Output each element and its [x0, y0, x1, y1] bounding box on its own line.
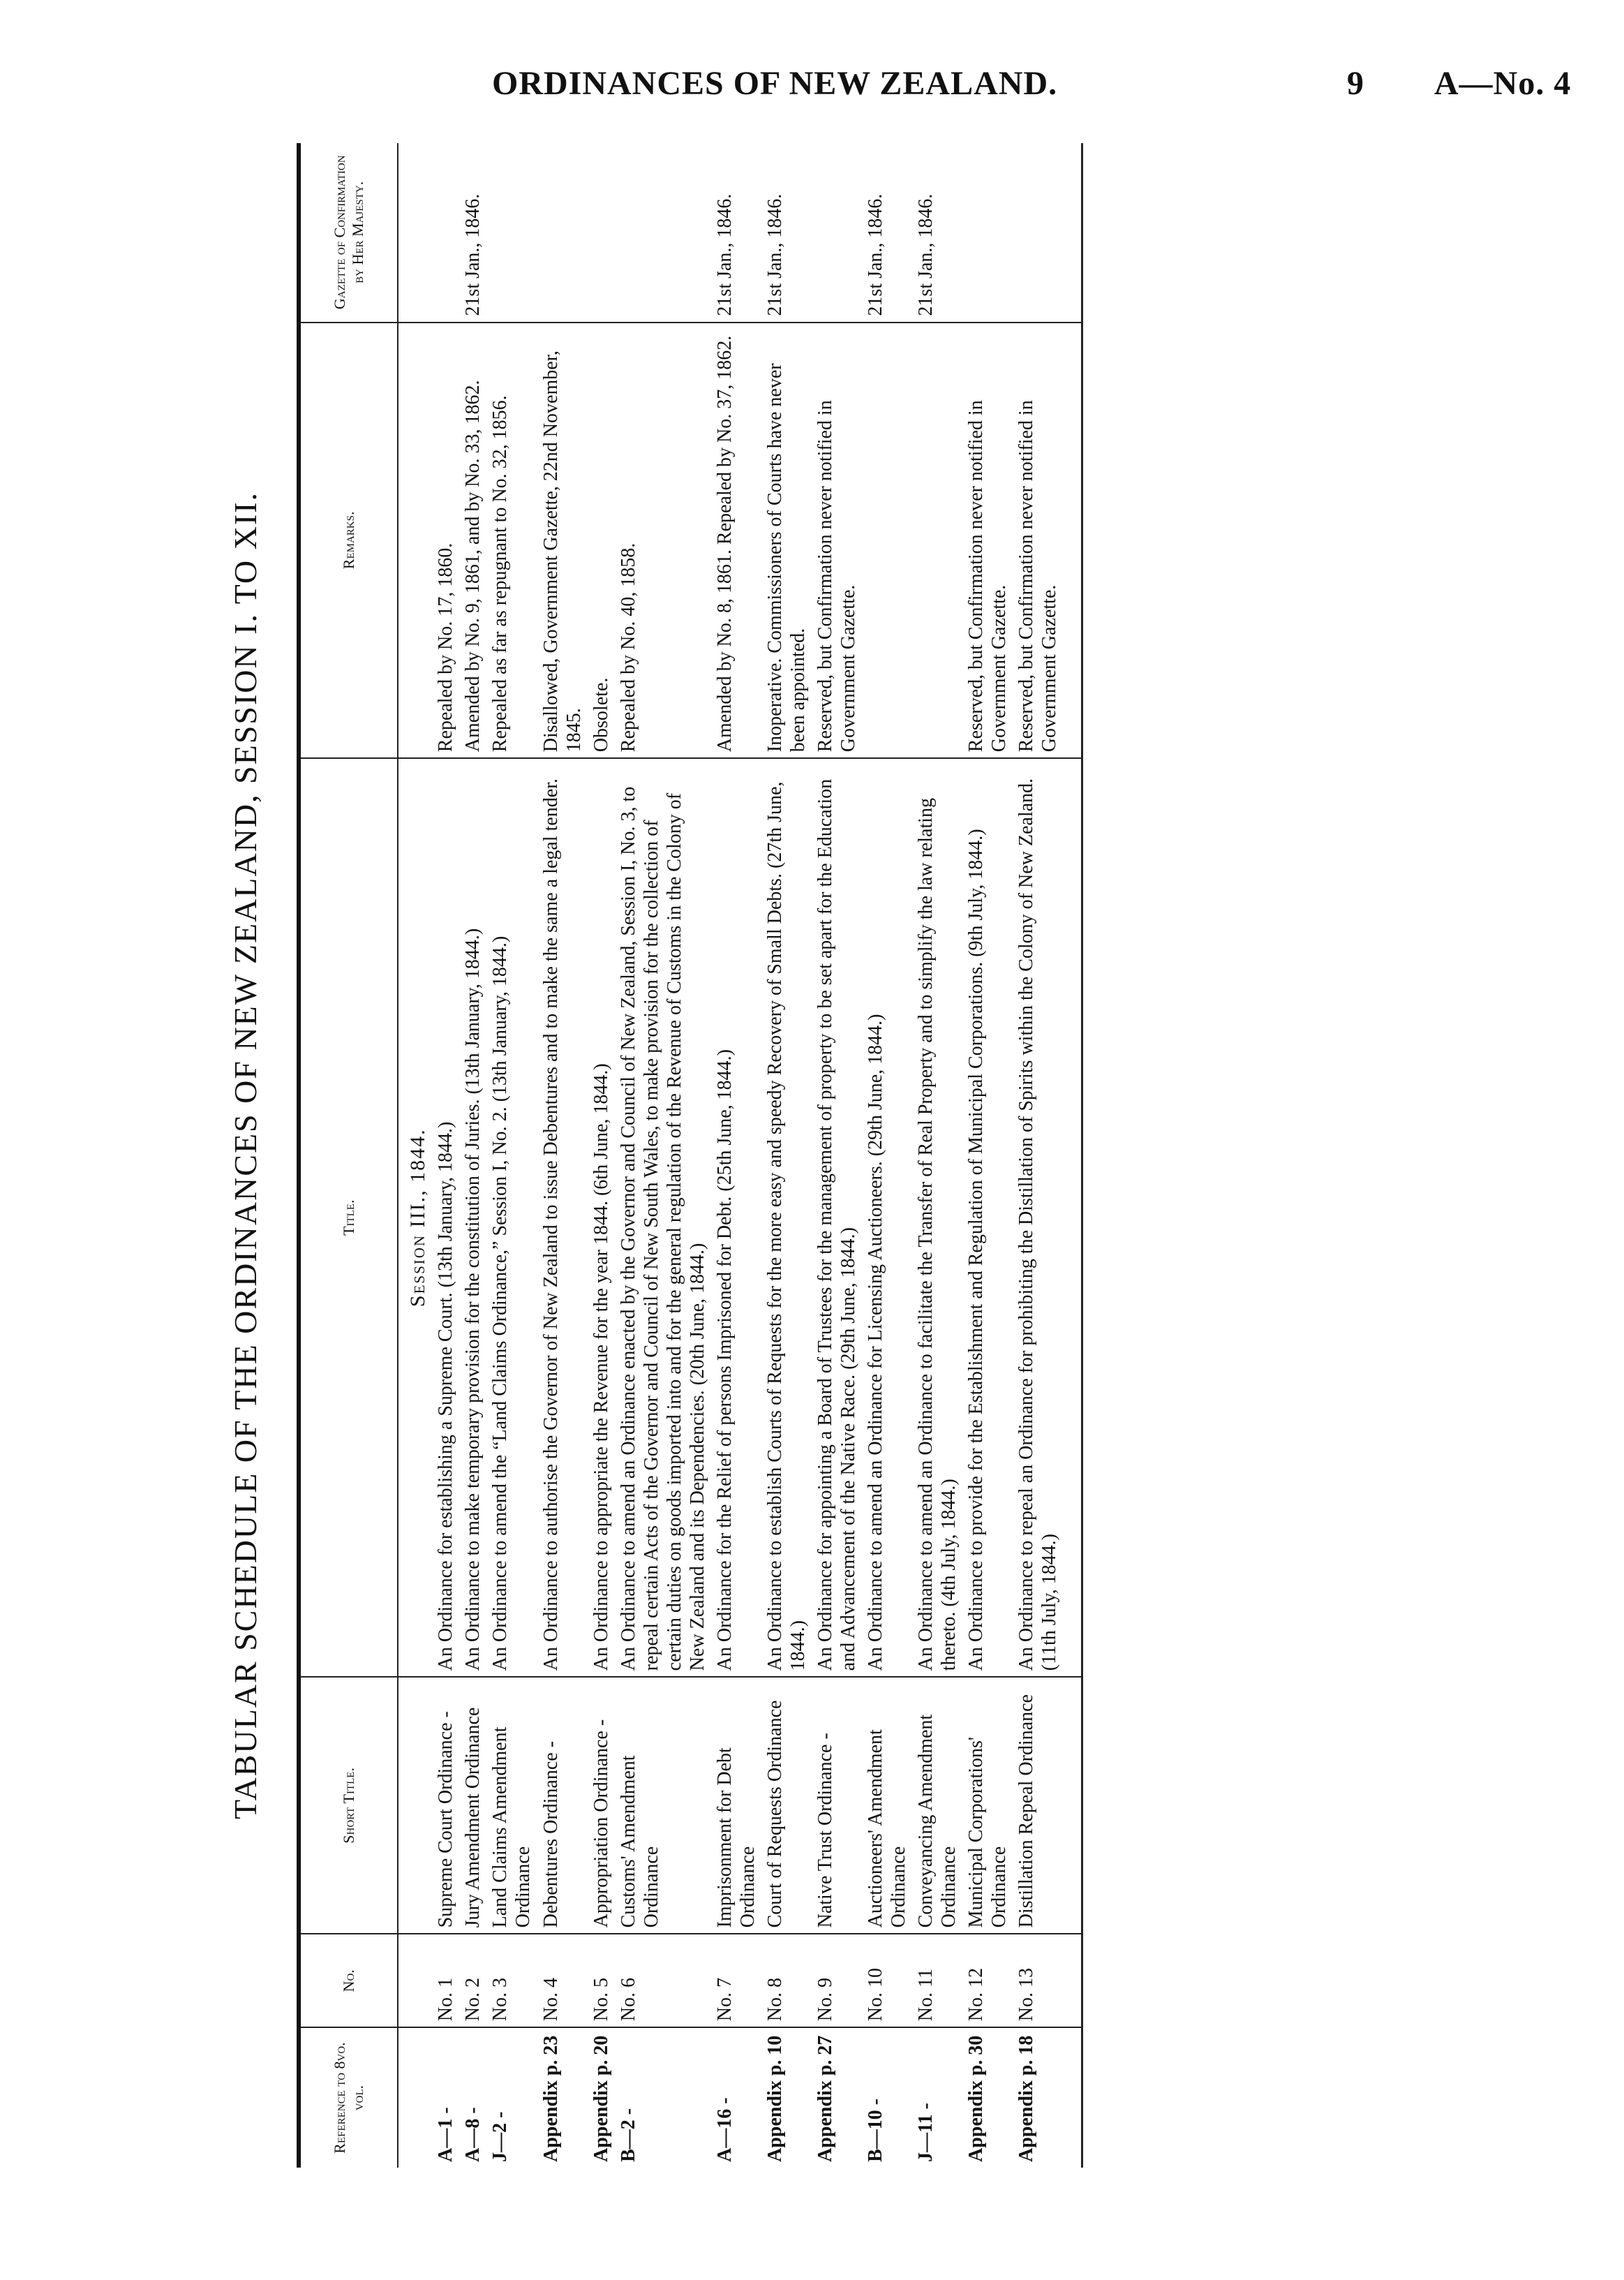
table-row [588, 143, 615, 2168]
short-title-cell: Appropriation Ordinance - [588, 1677, 615, 1934]
reference-cell: A—8 - [459, 2027, 486, 2168]
remarks-cell: Repealed by No. 17, 1860. [432, 323, 459, 759]
rotated-schedule [227, 143, 1448, 2168]
table-row [486, 143, 537, 2168]
remarks-cell: Reserved, but Confirmation never notified in Government Gazette. [812, 323, 862, 759]
table-row [459, 143, 486, 2168]
session-heading: Session III., 1844. [406, 1128, 429, 1308]
title-cell: An Ordinance for appointing a Board of Trustees for the management of property to be set apart for the Education and Advancement of the Native Race. (29th June, 1844.) [812, 758, 862, 1677]
gazette-cell: 21st Jan., 1846. [462, 193, 484, 316]
col-header-title: Title. [299, 758, 398, 1677]
short-title-cell: Land Claims Amendment Ordinance [486, 1677, 537, 1934]
remarks-cell: Reserved, but Confirmation never notified in Government Gazette. [1013, 323, 1063, 759]
table-row [711, 143, 761, 2168]
remarks-cell: Obsolete. [588, 323, 615, 759]
sheet-reference: A—No. 4 [1434, 65, 1572, 102]
table-title: TABULAR SCHEDULE OF THE ORDINANCES OF NEW ZEALAND, SESSION I. TO XII. [228, 491, 263, 1819]
short-title-cell: Court of Requests Ordinance [761, 1677, 812, 1934]
gazette-cell [812, 143, 862, 323]
title-cell: An Ordinance to appropriate the Revenue for the year 1844. (6th June, 1844.) [588, 758, 615, 1677]
short-title-cell: Jury Amendment Ordinance [459, 1677, 486, 1934]
remarks-cell: Repealed by No. 40, 1858. [615, 323, 711, 759]
gazette-cell [588, 143, 615, 323]
page-title: ORDINANCES OF NEW ZEALAND. [492, 65, 1058, 102]
short-title-cell: Debentures Ordinance - [537, 1677, 588, 1934]
gazette-cell [615, 143, 711, 323]
gazette-cell: 21st Jan., 1846. [713, 193, 736, 316]
table-row [1013, 143, 1063, 2168]
title-cell: An Ordinance for establishing a Supreme Court. (13th January, 1844.) [432, 758, 459, 1677]
short-title-cell: Customs' Amendment Ordinance [615, 1677, 711, 1934]
number-cell: No. 8 [761, 1934, 812, 2027]
header-row [299, 143, 398, 2168]
remarks-cell: Inoperative. Commissioners of Courts have never been appointed. [761, 323, 812, 759]
remarks-cell [912, 323, 962, 759]
gazette-cell: 21st Jan., 1846. [864, 193, 886, 316]
number-cell: No. 3 [486, 1934, 537, 2027]
short-title-cell: Municipal Corporations' Ordinance [962, 1677, 1013, 1934]
reference-cell: Appendix p. 30 [962, 2027, 1013, 2168]
table-row [432, 143, 459, 2168]
title-cell: An Ordinance to provide for the Establishment and Regulation of Municipal Corporations. (9th July, 1844.) [962, 758, 1013, 1677]
title-cell: An Ordinance to establish Courts of Requests for the more easy and speedy Recovery of Small Debts. (27th June, 1844.) [761, 758, 812, 1677]
gazette-cell [1013, 143, 1063, 323]
number-cell: No. 9 [812, 1934, 862, 2027]
short-title-cell: Conveyancing Amendment Ordinance [912, 1677, 962, 1934]
table-row [912, 143, 962, 2168]
number-cell: No. 12 [962, 1934, 1013, 2027]
remarks-cell: Repealed as far as repugnant to No. 32, 1856. [486, 323, 537, 759]
table-row [862, 143, 912, 2168]
col-header-ref: Reference to 8vo. vol. [299, 2027, 398, 2168]
session-row [398, 143, 432, 2168]
title-cell: An Ordinance to amend an Ordinance for Licensing Auctioneers. (29th June, 1844.) [862, 758, 912, 1677]
number-cell: No. 2 [459, 1934, 486, 2027]
gazette-cell: 21st Jan., 1846. [763, 193, 786, 316]
reference-cell: B—2 - [615, 2027, 711, 2168]
page-number: 9 [1347, 65, 1364, 102]
table-row [761, 143, 812, 2168]
number-cell: No. 13 [1013, 1934, 1063, 2027]
gazette-cell [486, 143, 537, 323]
title-cell: An Ordinance to amend an Ordinance enacted by the Governor and Council of New Zealand, Session I, No. 3, to repeal certain Acts of the Governor and Council of New South Wales, to make provision for the collection of certain duties on goods imported into and for the general regulation of the Revenue of Customs in the Colony of New Zealand and its Dependencies. (20th June, 1844.) [615, 758, 711, 1677]
remarks-cell [862, 323, 912, 759]
reference-cell: Appendix p. 18 [1013, 2027, 1063, 2168]
number-cell: No. 10 [862, 1934, 912, 2027]
title-cell: An Ordinance to amend the “Land Claims Ordinance,” Session I, No. 2. (13th January, 1844.) [486, 758, 537, 1677]
reference-cell: J—11 - [912, 2027, 962, 2168]
col-header-gazette: Gazette of Confirmation by Her Majesty. [299, 143, 398, 323]
short-title-cell: Imprisonment for Debt Ordinance [711, 1677, 761, 1934]
reference-cell: J—2 - [486, 2027, 537, 2168]
number-cell: No. 7 [711, 1934, 761, 2027]
title-cell: An Ordinance for the Relief of persons Imprisoned for Debt. (25th June, 1844.) [711, 758, 761, 1677]
table-row [537, 143, 588, 2168]
table-bottom-rule [1063, 143, 1082, 2168]
table-row [615, 143, 711, 2168]
remarks-cell: Amended by No. 9, 1861, and by No. 33, 1862. [459, 323, 486, 759]
reference-cell: Appendix p. 27 [812, 2027, 862, 2168]
number-cell: No. 1 [432, 1934, 459, 2027]
gazette-cell [537, 143, 588, 323]
gazette-cell [962, 143, 1013, 323]
col-header-no: No. [299, 1934, 398, 2027]
reference-cell: A—1 - [432, 2027, 459, 2168]
short-title-cell: Supreme Court Ordinance - [432, 1677, 459, 1934]
reference-cell: Appendix p. 10 [761, 2027, 812, 2168]
table-row [962, 143, 1013, 2168]
table-row [812, 143, 862, 2168]
reference-cell: Appendix p. 23 [537, 2027, 588, 2168]
title-cell: An Ordinance to make temporary provision for the constitution of Juries. (13th January, 1844.) [459, 758, 486, 1677]
number-cell: No. 5 [588, 1934, 615, 2027]
gazette-cell: 21st Jan., 1846. [914, 193, 937, 316]
short-title-cell: Distillation Repeal Ordinance [1013, 1677, 1063, 1934]
col-header-remarks: Remarks. [299, 323, 398, 759]
reference-cell: Appendix p. 20 [588, 2027, 615, 2168]
remarks-cell: Reserved, but Confirmation never notified in Government Gazette. [962, 323, 1013, 759]
title-cell: An Ordinance to authorise the Governor of New Zealand to issue Debentures and to make the same a legal tender. [537, 758, 588, 1677]
number-cell: No. 11 [912, 1934, 962, 2027]
number-cell: No. 4 [537, 1934, 588, 2027]
col-header-short-title: Short Title. [299, 1677, 398, 1934]
short-title-cell: Auctioneers' Amendment Ordinance [862, 1677, 912, 1934]
number-cell: No. 6 [615, 1934, 711, 2027]
ordinance-table [297, 143, 1083, 2168]
reference-cell: B—10 - [862, 2027, 912, 2168]
page-header [0, 64, 1624, 113]
title-cell: An Ordinance to amend an Ordinance to facilitate the Transfer of Real Property and to simplify the law relating thereto. (4th July, 1844.) [912, 758, 962, 1677]
remarks-cell: Disallowed, Government Gazette, 22nd November, 1845. [537, 323, 588, 759]
gazette-cell [432, 143, 459, 323]
reference-cell: A—16 - [711, 2027, 761, 2168]
title-cell: An Ordinance to repeal an Ordinance for prohibiting the Distillation of Spirits within the Colony of New Zealand. (11th July, 1844.) [1013, 758, 1063, 1677]
remarks-cell: Amended by No. 8, 1861. Repealed by No. 37, 1862. [711, 323, 761, 759]
short-title-cell: Native Trust Ordinance - [812, 1677, 862, 1934]
